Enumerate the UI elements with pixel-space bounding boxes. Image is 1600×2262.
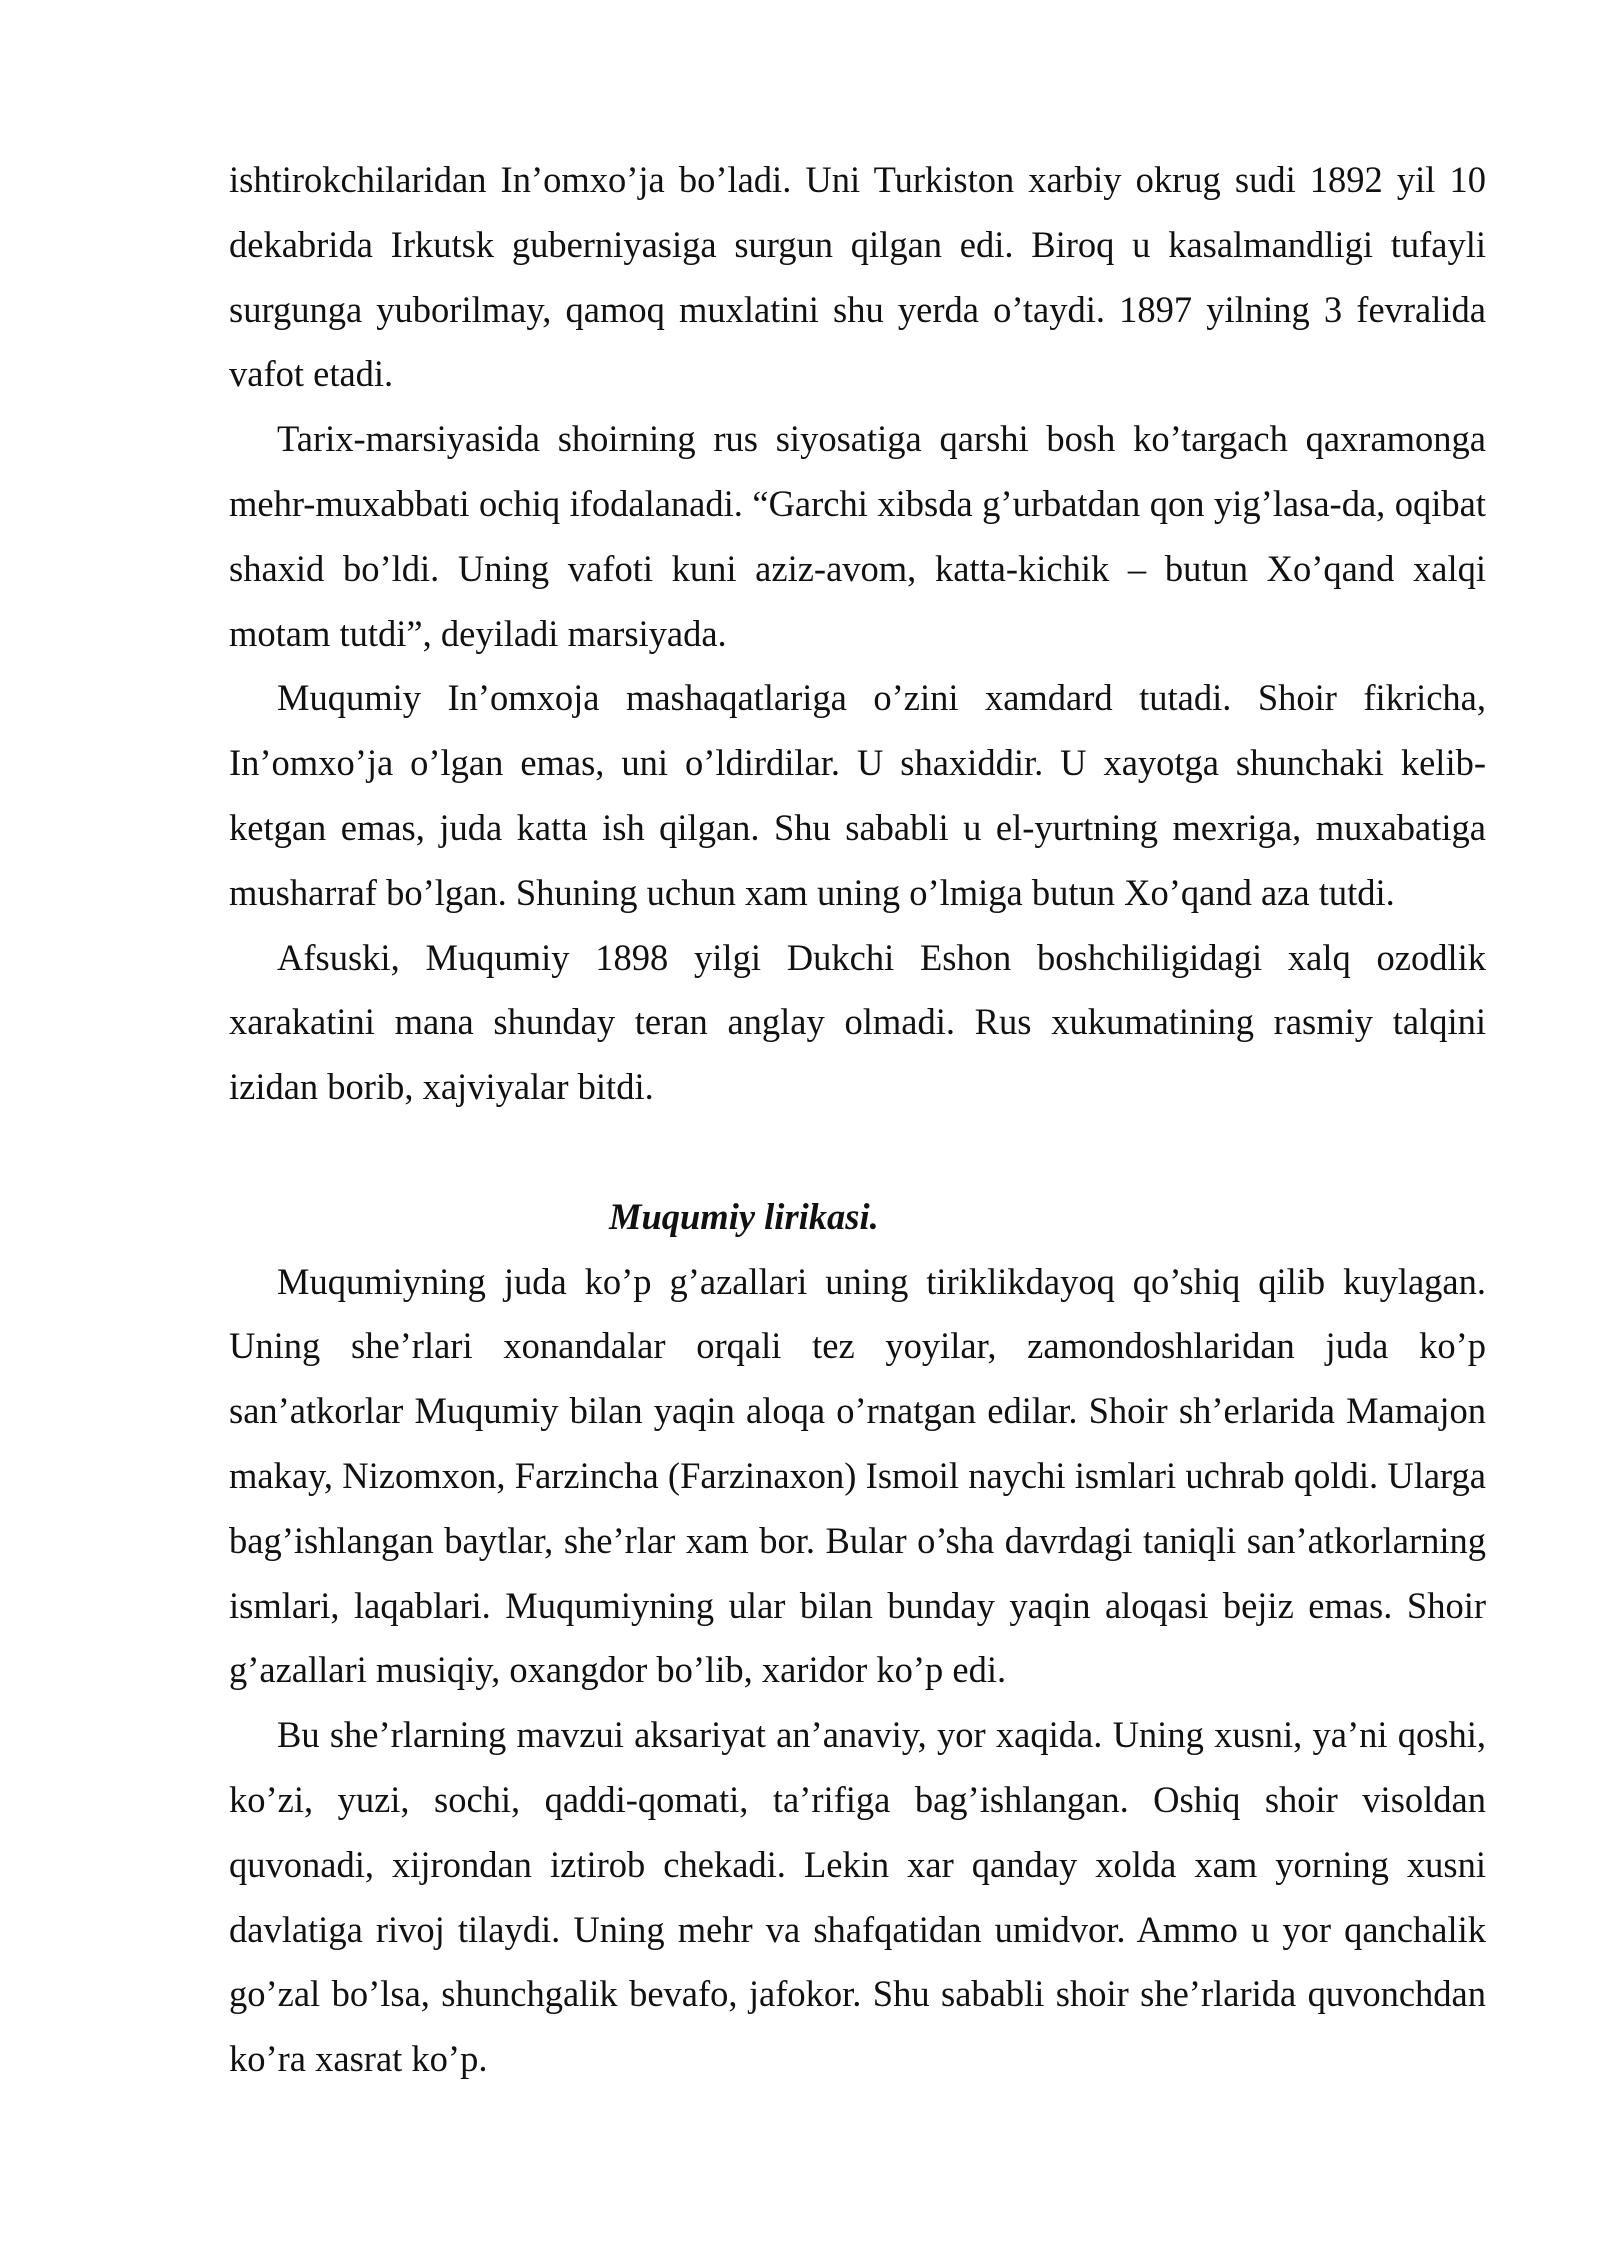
document-page <box>229 148 1486 2092</box>
paragraph: Muqumiy In’omxoja mashaqatlariga o’zini xamdard tutadi. Shoir fikricha, In’omxo’ja o’lgan emas, uni o’ldirdilar. U shaxiddir. U xayotga shunchaki kelib-ketgan emas, juda katta ish qilgan. Shu sababli u el-yurtning mexriga, muxabatiga musharraf bo’lgan. Shuning uchun xam uning o’lmiga butun Xo’qand aza tutdi. <box>229 677 1486 913</box>
paragraph: Tarix-marsiyasida shoirning rus siyosatiga qarshi bosh ko’targach qaxramonga mehr-muxabbati ochiq ifodalanadi. “Garchi xibsda g’urbatdan qon yig’lasa-da, oqibat shaxid bo’ldi. Uning vafoti kuni aziz-avom, katta-kichik – butun Xo’qand xalqi motam tutdi”, deyiladi marsiyada. <box>229 418 1486 654</box>
paragraph: Bu she’rlarning mavzui aksariyat an’anaviy, yor xaqida. Uning xusni, ya’ni qoshi, ko’zi, yuzi, sochi, qaddi-qomati, ta’rifiga bag’ishlangan. Oshiq shoir visoldan quvonadi, xijrondan iztirob chekadi. Lekin xar qanday xolda xam yorning xusni davlatiga rivoj tilaydi. Uning mehr va shafqatidan umidvor. Ammo u yor qanchalik go’zal bo’lsa, shunchgalik bevafo, jafokor. Shu sababli shoir she’rlarida quvonchdan ko’ra xasrat ko’p. <box>229 1714 1486 2080</box>
paragraph: ishtirokchilaridan In’omxo’ja bo’ladi. Uni Turkiston xarbiy okrug sudi 1892 yil 10 dekabrida Irkutsk guberniyasiga surgun qilgan edi. Biroq u kasalmandligi tufayli surgunga yuborilmay, qamoq muxlatini shu yerda o’taydi. 1897 yilning 3 fevralida vafot etadi. <box>229 159 1486 395</box>
paragraph: Muqumiyning juda ko’p g’azallari uning tiriklikdayoq qo’shiq qilib kuylagan. Uning she’rlari xonandalar orqali tez yoyilar, zamondoshlaridan juda ko’p san’atkorlar Muqumiy bilan yaqin aloqa o’rnatgan edilar. Shoir sh’erlarida Mamajon makay, Nizomxon, Farzincha (Farzinaxon) Ismoil naychi ismlari uchrab qoldi. Ularga bag’ishlangan baytlar, she’rlar xam bor. Bular o’sha davrdagi taniqli san’atkorlarning ismlari, laqablari. Muqumiyning ular bilan bunday yaqin aloqasi bejiz emas. Shoir g’azallari musiqiy, oxangdor bo’lib, xaridor ko’p edi. <box>229 1260 1486 1691</box>
blank-line <box>229 1120 1486 1185</box>
paragraph: Afsuski, Muqumiy 1898 yilgi Dukchi Eshon boshchiligidagi xalq ozodlik xarakatini mana shunday teran anglay olmadi. Rus xukumatining rasmiy talqini izidan borib, xajviyalar bitdi. <box>229 936 1486 1108</box>
section-heading: Muqumiy lirikasi. <box>609 1195 879 1237</box>
